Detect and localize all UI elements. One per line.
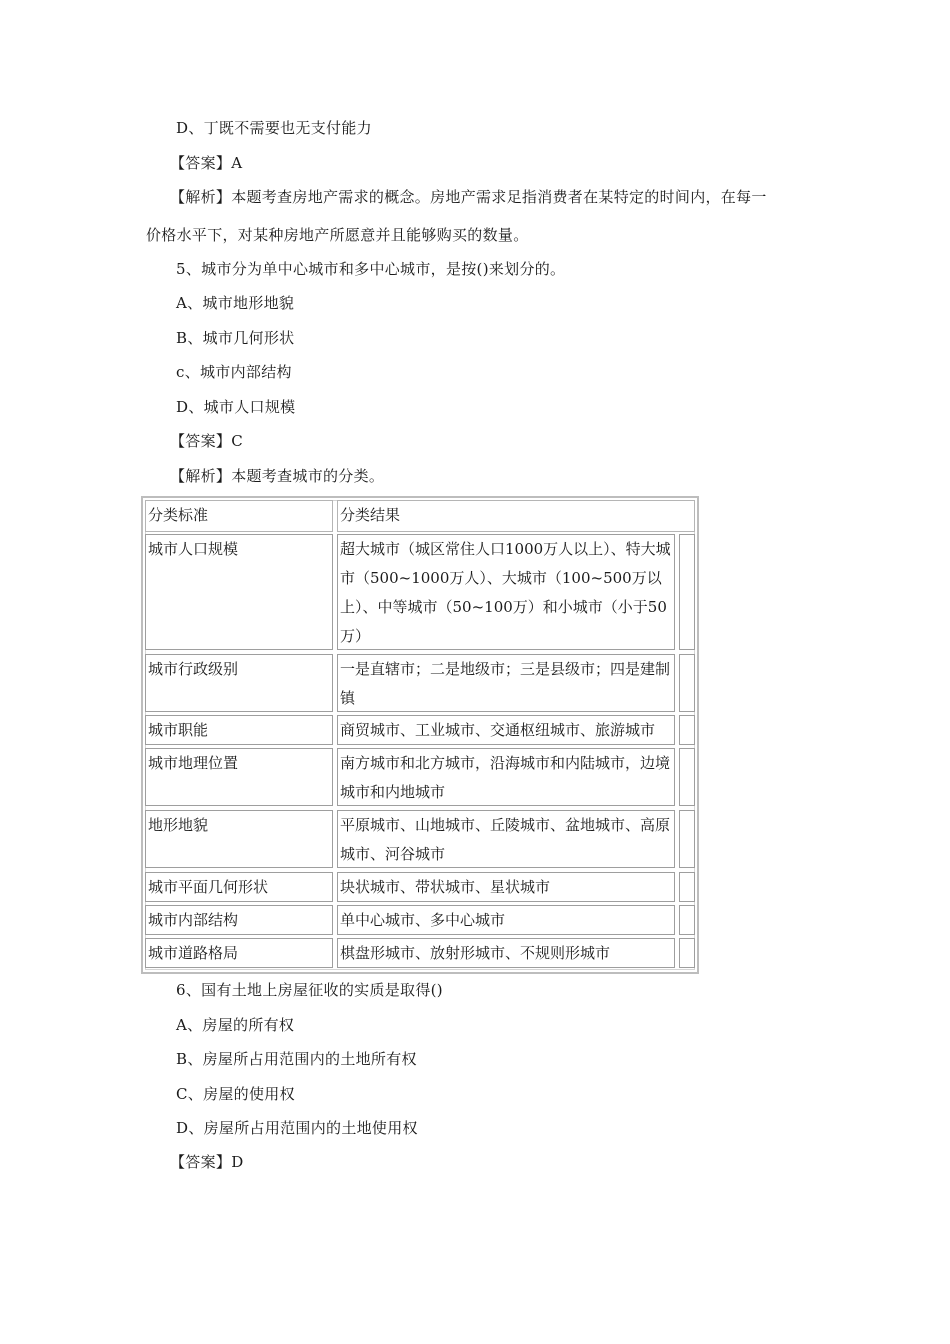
table-row <box>143 938 697 968</box>
row-result: 块状城市、带状城市、星状城市 <box>337 872 675 902</box>
row-result: 商贸城市、工业城市、交通枢纽城市、旅游城市 <box>337 715 675 745</box>
row-standard: 城市行政级别 <box>145 654 333 712</box>
question-5: 5、城市分为单中心城市和多中心城市，是按()来划分的。 <box>176 260 566 278</box>
answer-q6: 【答案】D <box>170 1153 244 1171</box>
option-d-q6: D、房屋所占用范围内的土地使用权 <box>176 1119 418 1137</box>
table-row <box>143 654 697 712</box>
row-result: 超大城市（城区常住人口1000万人以上）、特大城市（500~1000万人）、大城市（100~500万以上）、中等城市（50~100万）和小城市（小于50万） <box>337 534 675 650</box>
option-b-q6: B、房屋所占用范围内的土地所有权 <box>176 1050 417 1068</box>
row-standard: 城市人口规模 <box>145 534 333 650</box>
row-standard: 城市道路格局 <box>145 938 333 968</box>
row-standard: 城市职能 <box>145 715 333 745</box>
city-classification-table <box>141 496 699 974</box>
option-d-q5: D、城市人口规模 <box>176 398 296 416</box>
table-row <box>143 534 697 650</box>
row-result: 单中心城市、多中心城市 <box>337 905 675 935</box>
row-extra-cell <box>679 534 695 650</box>
row-standard: 城市内部结构 <box>145 905 333 935</box>
option-a-q6: A、房屋的所有权 <box>176 1016 295 1034</box>
row-extra-cell <box>679 715 695 745</box>
option-c-q6: C、房屋的使用权 <box>176 1085 295 1103</box>
table-row <box>143 810 697 868</box>
table-row <box>143 905 697 935</box>
answer-q5: 【答案】C <box>170 432 243 450</box>
row-extra-cell <box>679 872 695 902</box>
row-extra-cell <box>679 938 695 968</box>
answer-q4: 【答案】A <box>170 154 243 172</box>
row-extra-cell <box>679 905 695 935</box>
row-result: 南方城市和北方城市，沿海城市和内陆城市，边境城市和内地城市 <box>337 748 675 806</box>
option-a-q5: A、城市地形地貌 <box>176 294 295 312</box>
table-row <box>143 872 697 902</box>
table-row <box>143 748 697 806</box>
analysis-q5: 【解析】本题考查城市的分类。 <box>170 467 385 485</box>
option-d-q4: D、丁既不需要也无支付能力 <box>176 119 372 137</box>
option-c-q5: c、城市内部结构 <box>176 363 292 381</box>
row-result: 棋盘形城市、放射形城市、不规则形城市 <box>337 938 675 968</box>
row-result: 一是直辖市；二是地级市；三是县级市；四是建制镇 <box>337 654 675 712</box>
question-6: 6、国有土地上房屋征收的实质是取得() <box>176 981 443 999</box>
row-extra-cell <box>679 810 695 868</box>
analysis-q4-line1: 【解析】本题考查房地产需求的概念。房地产需求足指消费者在某特定的时间内，在每一 <box>170 188 767 206</box>
row-extra-cell <box>679 654 695 712</box>
row-standard: 地形地貌 <box>145 810 333 868</box>
header-standard: 分类标准 <box>145 500 333 532</box>
row-extra-cell <box>679 748 695 806</box>
header-result: 分类结果 <box>337 500 695 532</box>
analysis-q4-line2: 价格水平下，对某种房地产所愿意并且能够购买的数量。 <box>146 226 529 244</box>
option-b-q5: B、城市几何形状 <box>176 329 295 347</box>
table-header-row <box>143 500 697 532</box>
table-row <box>143 715 697 745</box>
row-standard: 城市平面几何形状 <box>145 872 333 902</box>
row-result: 平原城市、山地城市、丘陵城市、盆地城市、高原城市、河谷城市 <box>337 810 675 868</box>
row-standard: 城市地理位置 <box>145 748 333 806</box>
